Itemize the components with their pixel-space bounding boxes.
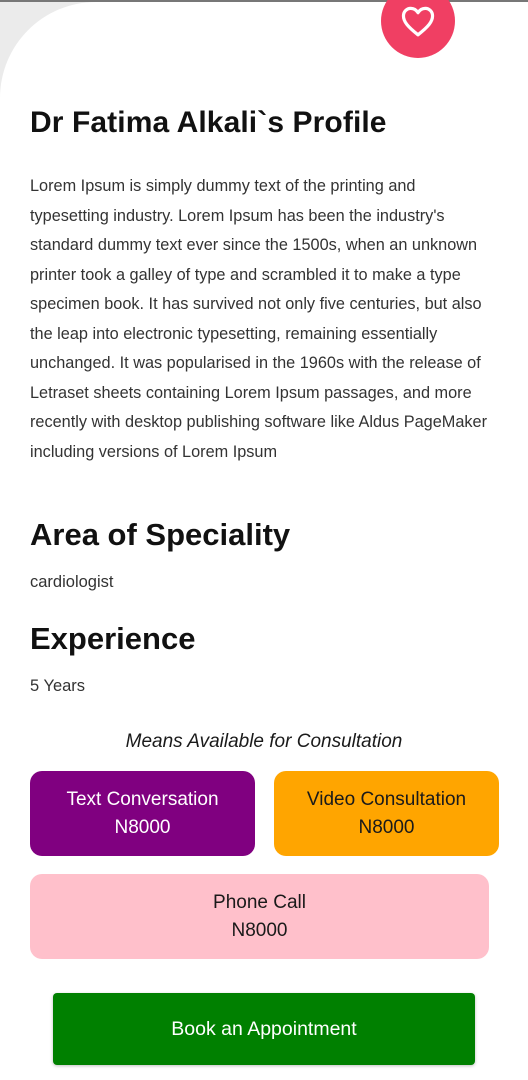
consultation-means-label: Means Available for Consultation bbox=[125, 731, 403, 752]
book-appointment-button[interactable]: Book an Appointment bbox=[53, 993, 475, 1065]
favorite-button[interactable] bbox=[381, 0, 455, 58]
option-name: Phone Call bbox=[213, 891, 306, 913]
speciality-value: cardiologist bbox=[30, 573, 114, 591]
profile-title: Dr Fatima Alkali`s Profile bbox=[30, 106, 387, 139]
video-consultation-option[interactable] bbox=[274, 771, 499, 856]
experience-heading: Experience bbox=[30, 621, 196, 656]
experience-value: 5 Years bbox=[30, 677, 86, 695]
option-price: N8000 bbox=[358, 816, 415, 838]
speciality-heading: Area of Speciality bbox=[30, 517, 291, 552]
option-name: Text Conversation bbox=[66, 788, 219, 810]
option-name: Video Consultation bbox=[306, 788, 467, 810]
option-price: N8000 bbox=[231, 919, 288, 941]
option-price: N8000 bbox=[114, 816, 171, 838]
profile-card bbox=[0, 2, 528, 1080]
heart-icon bbox=[400, 5, 436, 37]
text-conversation-option[interactable] bbox=[30, 771, 255, 856]
phone-call-option[interactable] bbox=[30, 874, 489, 959]
profile-bio: Lorem Ipsum is simply dummy text of the printing and typesetting industry. Lorem Ipsum has been the industry's standard dummy text ever since the 1500s, when an unknown printer took a galley of type and scrambled it to make a type specimen book. It has survived not only five centuries, but also the leap into electronic typesetting, remaining essentially unchanged. It was popularised in the 1960s with the release of Letraset sheets containing Lorem Ipsum passages, and more recently with desktop publishing software like Aldus PageMaker including versions of Lorem Ipsum bbox=[30, 177, 488, 461]
